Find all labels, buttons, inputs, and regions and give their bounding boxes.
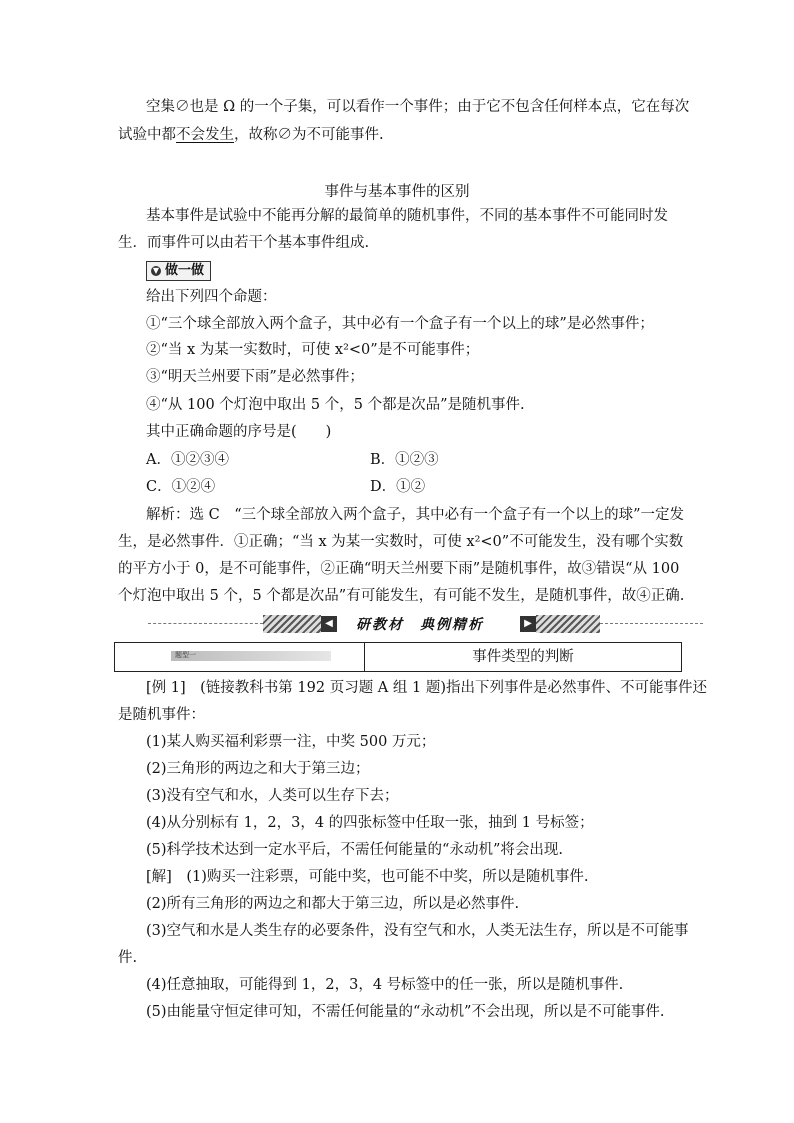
intro-line-2-pre: 试验中都	[118, 127, 176, 143]
solution-line-6: (5)由能量守恒定律可知，不需任何能量的“永动机”不会出现，所以是不可能事件.	[146, 1004, 665, 1020]
solution-line-2: (2)所有三角形的两边之和都大于第三边，所以是必然事件.	[146, 896, 520, 912]
option-d: D．①②	[370, 479, 426, 495]
example-item-3: (3)没有空气和水，人类可以生存下去；	[146, 788, 399, 804]
banner-dotted-line-right	[600, 623, 703, 624]
example-item-4: (4)从分别标有 1，2，3，4 的四张标签中任取一张，抽到 1 号标签；	[146, 815, 594, 831]
underlined-phrase: 不会发生	[176, 127, 234, 143]
topic-label-cell	[115, 643, 365, 671]
solution-line-5: (4)任意抽取，可能得到 1，2，3，4 号标签中的任一张，所以是随机事件.	[146, 977, 624, 993]
solution-line-3: (3)空气和水是人类生存的必要条件，没有空气和水，人类无法生存，所以是不可能事	[146, 923, 689, 939]
example-item-2: (2)三角形的两边之和大于第三边；	[146, 761, 370, 777]
banner-arrow-left-icon: ◀	[321, 616, 337, 632]
distinction-line-1: 基本事件是试验中不能再分解的最简单的随机事件，不同的基本事件不可能同时发	[146, 208, 668, 224]
question: 其中正确命题的序号是( )	[146, 424, 332, 440]
banner-title: 研教材 典例精析	[356, 617, 484, 633]
topic-header	[114, 642, 682, 672]
topic-label-pill	[171, 651, 331, 661]
example-item-5: (5)科学技术达到一定水平后，不需任何能量的“永动机”将会出现.	[146, 842, 563, 858]
section-banner	[118, 612, 703, 636]
banner-dotted-line-left	[148, 623, 263, 624]
example-item-1: (1)某人购买福利彩票一注，中奖 500 万元；	[146, 734, 436, 750]
example-line-1: [例 1] (链接教科书第 192 页习题 A 组 1 题)指出下列事件是必然事件、不可能事件还	[146, 680, 707, 696]
example-line-2: 是随机事件：	[118, 707, 205, 723]
banner-stripe-right	[536, 615, 600, 633]
intro-line-2	[118, 125, 384, 145]
analysis-line-4: 个灯泡中取出 5 个，5 个都是次品”有可能发生，有可能不发生，是随机事件，故④正确.	[118, 588, 685, 604]
banner-stripe-left	[263, 615, 321, 633]
solution-line-4: 件.	[118, 950, 138, 966]
section-title: 事件与基本事件的区别	[324, 184, 470, 200]
intro-line-1: 空集∅也是 Ω 的一个子集，可以看作一个事件；由于它不包含任何样本点，它在每次	[146, 99, 690, 115]
intro-line-2-post: ，故称∅为不可能事件.	[234, 127, 384, 143]
topic-title: 事件类型的判断	[472, 649, 574, 665]
practice-tag-label: 做一做	[165, 263, 205, 278]
distinction-line-2: 生．而事件可以由若干个基本事件组成.	[118, 235, 370, 251]
topic-label: 题型一	[175, 651, 196, 659]
proposition-2: ②“当 x 为某一实数时，可使 x²<0”是不可能事件；	[146, 342, 480, 358]
analysis-line-2: 生，是必然事件．①正确；“当 x 为某一实数时，可使 x²<0”不可能发生，没有哪个实数	[118, 534, 684, 550]
proposition-1: ①“三个球全部放入两个盒子，其中必有一个盒子有一个以上的球”是必然事件；	[146, 316, 654, 332]
analysis-line-3: 的平方小于 0，是不可能事件，②正确“明天兰州要下雨”是随机事件，故③错误“从 100	[118, 561, 680, 577]
solution-line-1: [解] (1)购买一注彩票，可能中奖，也可能不中奖，所以是随机事件.	[146, 869, 589, 885]
option-a: A．①②③④	[146, 452, 229, 468]
option-b: B．①②③	[370, 452, 439, 468]
option-c: C．①②④	[146, 479, 216, 495]
practice-tag	[146, 261, 211, 281]
proposition-4: ④“从 100 个灯泡中取出 5 个，5 个都是次品”是随机事件.	[146, 397, 525, 413]
analysis-line-1: 解析：选 C “三个球全部放入两个盒子，其中必有一个盒子有一个以上的球”一定发	[146, 507, 685, 523]
practice-prompt: 给出下列四个命题：	[146, 289, 277, 305]
proposition-3: ③“明天兰州要下雨”是必然事件；	[146, 369, 364, 385]
banner-arrow-right-icon: ▶	[520, 616, 536, 632]
triangle-down-icon: ▼	[152, 266, 160, 275]
